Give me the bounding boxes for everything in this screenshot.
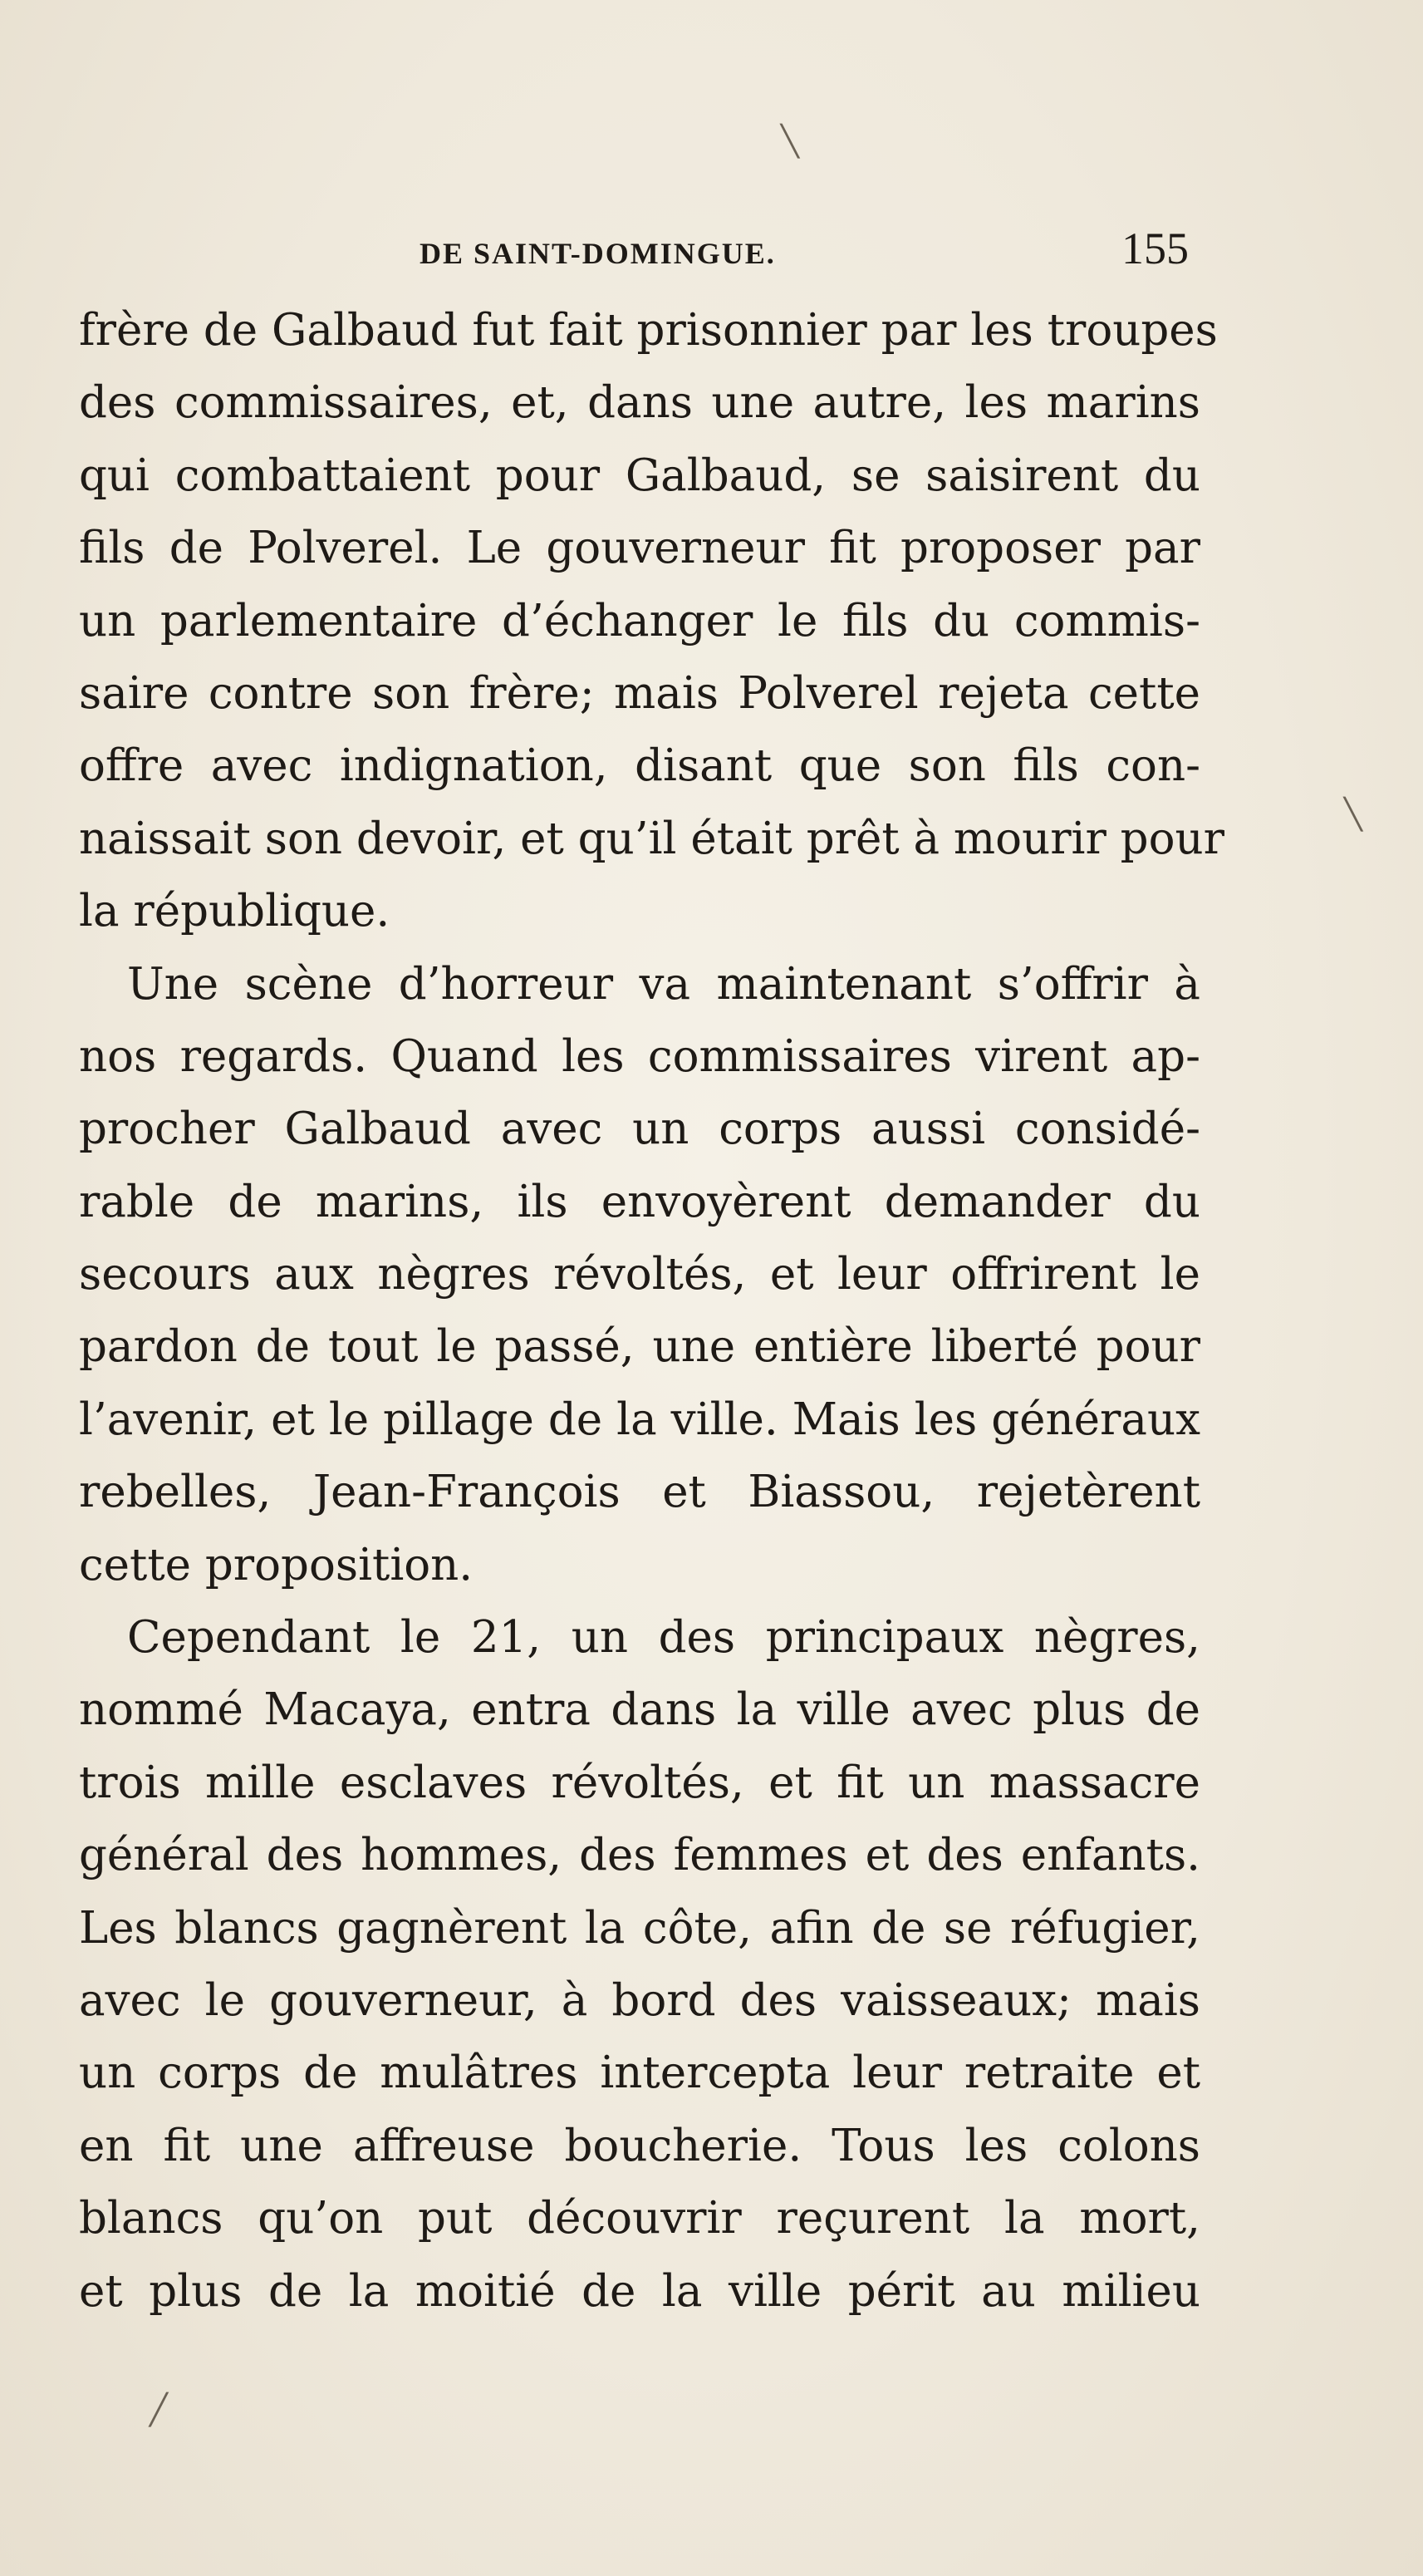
text-line: cette proposition. bbox=[79, 1539, 474, 1590]
text-line: nos regards. Quand les commissaires virent ap- bbox=[79, 1030, 1200, 1082]
text-line: procher Galbaud avec un corps aussi considé- bbox=[79, 1104, 1200, 1155]
text-line: blancs qu’on put découvrir reçurent la mort, bbox=[79, 2193, 1200, 2244]
text-line: général des hommes, des femmes et des enfants. bbox=[79, 1830, 1200, 1881]
running-title: DE SAINT-DOMINGUE. bbox=[420, 237, 776, 270]
stray-mark: ╱ bbox=[150, 2393, 168, 2427]
text-line: Une scène d’horreur va maintenant s’offrir à bbox=[127, 958, 1200, 1010]
text-line: frère de Galbaud fut fait prisonnier par les troupes bbox=[79, 305, 1218, 356]
text-line: un corps de mulâtres intercepta leur retraite et bbox=[79, 2048, 1200, 2099]
text-line: Les blancs gagnèrent la côte, afin de se réfugier, bbox=[79, 1902, 1200, 1954]
text-line: saire contre son frère; mais Polverel rejeta cette bbox=[79, 667, 1200, 719]
text-line: Cependant le 21, un des principaux nègres, bbox=[127, 1612, 1200, 1664]
text-line: un parlementaire d’échanger le fils du commis- bbox=[79, 595, 1200, 646]
text-line: naissait son devoir, et qu’il était prêt à mourir pour bbox=[79, 813, 1224, 864]
text-line: secours aux nègres révoltés, et leur offrirent le bbox=[79, 1249, 1200, 1300]
text-line: avec le gouverneur, à bord des vaisseaux; mais bbox=[79, 1974, 1200, 2026]
paragraph bbox=[79, 1601, 1200, 2328]
stray-mark: ╲ bbox=[1344, 798, 1362, 832]
text-line: offre avec indignation, disant que son fils con- bbox=[79, 740, 1200, 792]
stray-mark: ╲ bbox=[781, 125, 799, 159]
text-line: trois mille esclaves révoltés, et fit un massacre bbox=[79, 1757, 1200, 1808]
text-line: en fit une affreuse boucherie. Tous les colons bbox=[79, 2120, 1200, 2171]
text-line: pardon de tout le passé, une entière liberté pour bbox=[79, 1321, 1200, 1373]
running-head bbox=[79, 218, 1200, 294]
paragraph bbox=[79, 948, 1200, 1602]
text-line: la république. bbox=[79, 886, 390, 937]
page-number: 155 bbox=[1121, 224, 1189, 273]
text-line: nommé Macaya, entra dans la ville avec plus de bbox=[79, 1684, 1200, 1736]
text-line: l’avenir, et le pillage de la ville. Mais les généraux bbox=[79, 1394, 1200, 1445]
text-line: rebelles, Jean-François et Biassou, rejetèrent bbox=[79, 1467, 1200, 1518]
text-line: et plus de la moitié de la ville périt au milieu bbox=[79, 2265, 1200, 2317]
text-line: fils de Polverel. Le gouverneur fit proposer par bbox=[79, 523, 1200, 574]
text-line: qui combattaient pour Galbaud, se saisirent du bbox=[79, 450, 1200, 501]
paragraph bbox=[79, 294, 1224, 948]
text-line: des commissaires, et, dans une autre, les marins bbox=[79, 377, 1200, 429]
text-line: rable de marins, ils envoyèrent demander du bbox=[79, 1176, 1200, 1227]
page-text bbox=[79, 218, 1224, 2328]
